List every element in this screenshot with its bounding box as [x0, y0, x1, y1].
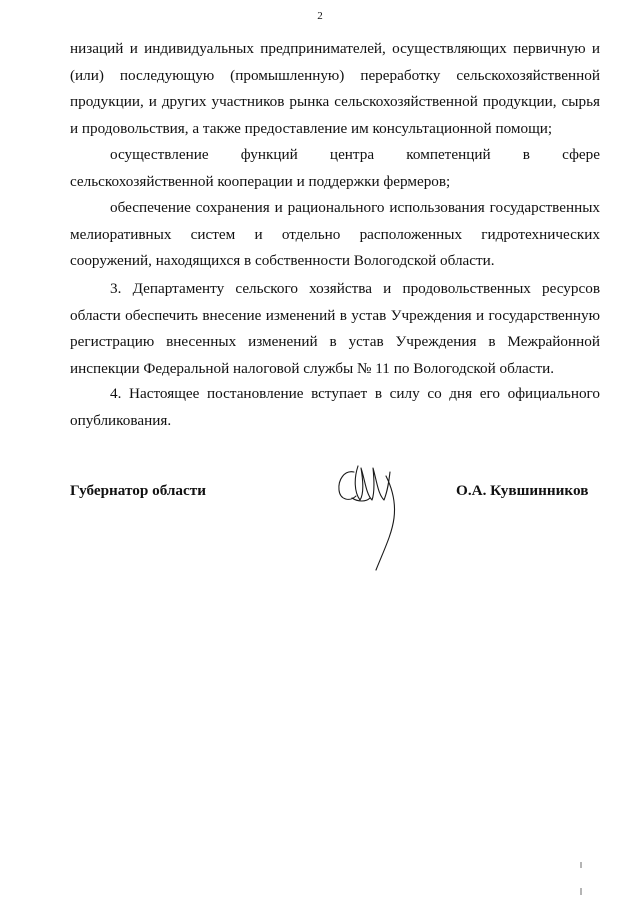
paragraph-competence-center: осуществление функций центра компетенций в сфере сельскохозяйственной кооперации и поддержки фермеров;	[70, 146, 600, 190]
signer-position-title: Губернатор области	[70, 482, 206, 499]
scan-edge-mark	[580, 888, 582, 895]
paragraph-item-3: 3. Департаменту сельского хозяйства и продовольственных ресурсов области обеспечить внесение изменений в устав Учреждения и государственную регистрацию внесенных изменений в устав Учреждения в Межрайонной инспекции Федеральной налоговой службы № 11 по Вологодской области.	[70, 280, 600, 377]
handwritten-signature-icon	[330, 458, 420, 573]
paragraph-continuation: низаций и индивидуальных предпринимателей, осуществляющих первичную и (или) последующую (промышленную) переработку сельскохозяйственной продукции, и других участников рынка сельскохозяйственной продукции, сырья и продовольствия, а также предоставление им консультационной помощи;	[70, 40, 600, 137]
page-number: 2	[317, 10, 323, 22]
paragraph-item-4: 4. Настоящее постановление вступает в силу со дня его официального опубликования.	[70, 385, 600, 429]
paragraph-melioration: обеспечение сохранения и рационального использования государственных мелиоративных систем и отдельно расположенных гидротехнических сооружений, находящихся в собственности Вологодской области.	[70, 199, 600, 269]
scan-edge-mark	[580, 862, 582, 868]
signer-name: О.А. Кувшинников	[456, 482, 589, 499]
